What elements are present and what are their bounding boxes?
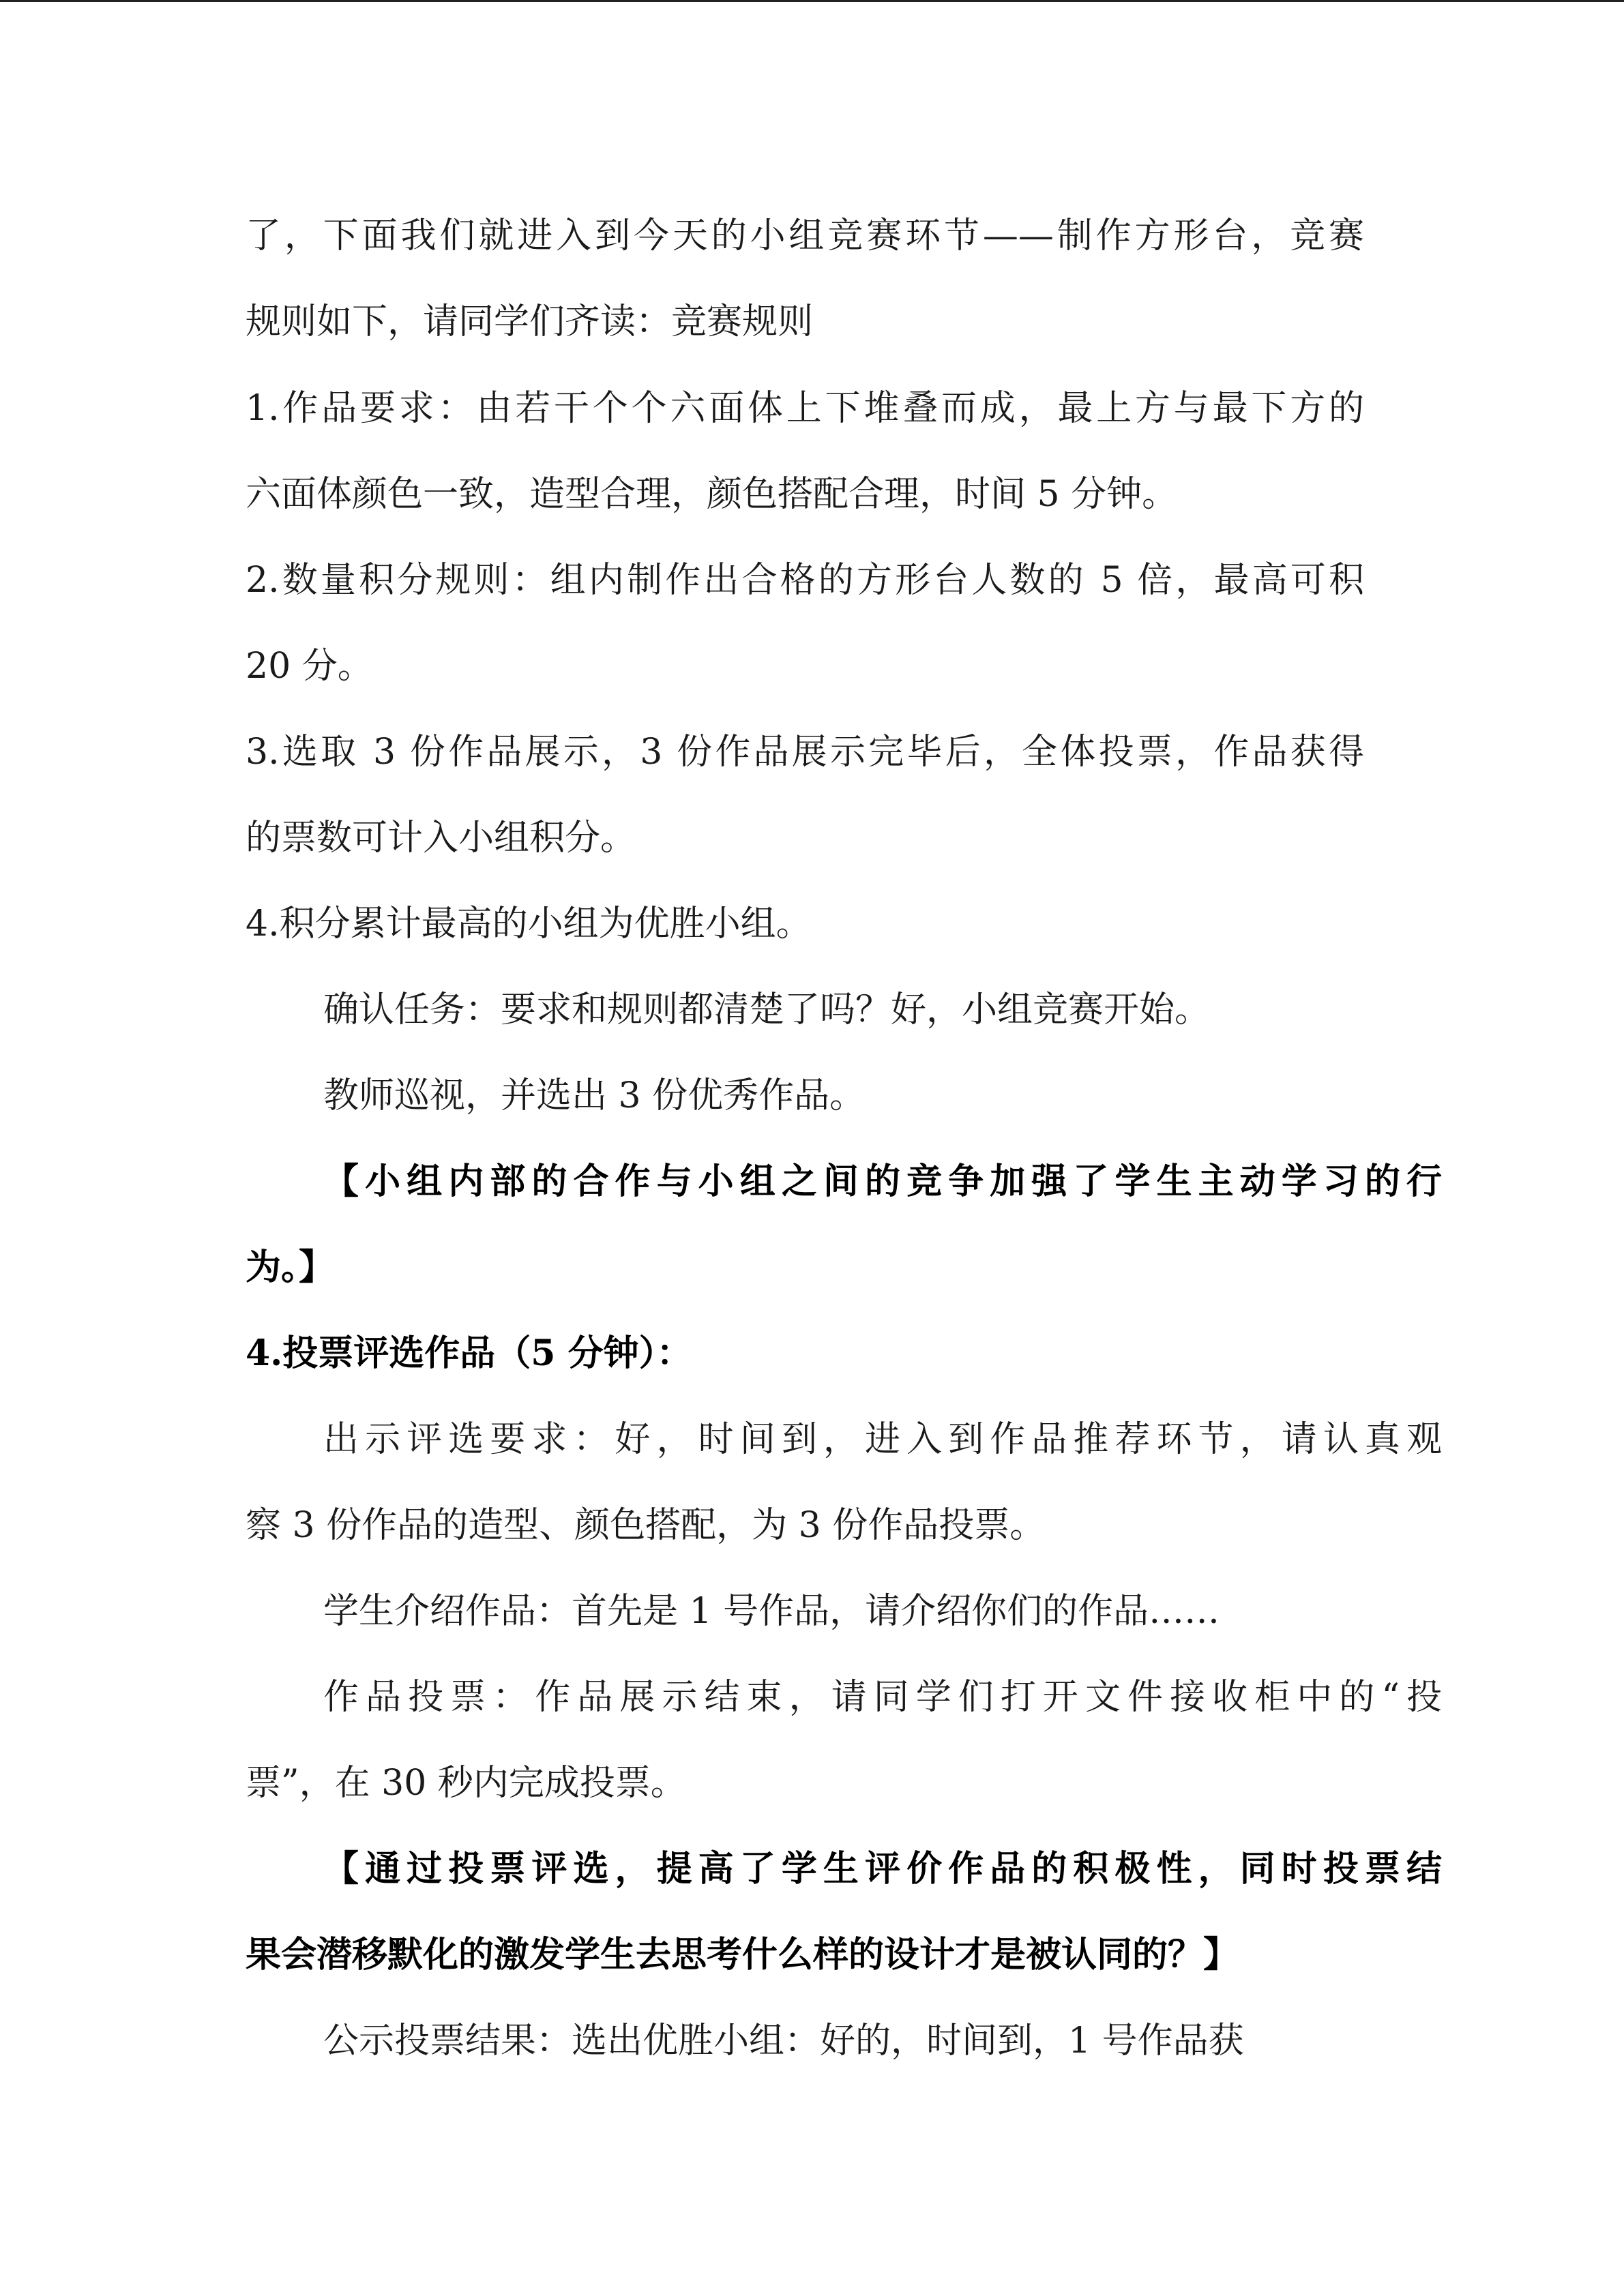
rule-1-line-2: 六面体颜色一致，造型合理，颜色搭配合理，时间 5 分钟。 — [246, 474, 1178, 515]
rule-1-line-1: 1.作品要求：由若干个个六面体上下堆叠而成，最上方与最下方的 — [246, 388, 1364, 429]
note-2-line-1: 【通过投票评选，提高了学生评价作品的积极性，同时投票结 — [323, 1848, 1442, 1890]
note-1-line-2: 为。】 — [246, 1247, 335, 1288]
note-2-line-2: 果会潜移默化的激发学生去思考什么样的设计才是被认同的？】 — [246, 1934, 1239, 1976]
vote-line-2: 票”，在 30 秒内完成投票。 — [246, 1763, 686, 1804]
document-page — [246, 0, 1442, 2296]
confirm-task-line: 确认任务：要求和规则都清楚了吗？好，小组竞赛开始。 — [323, 989, 1211, 1030]
rule-2-line-2: 20 分。 — [246, 646, 373, 687]
requirement-line-1: 出示评选要求：好，时间到，进入到作品推荐环节，请认真观 — [323, 1419, 1442, 1460]
section-heading-vote: 4.投票评选作品（5 分钟）： — [246, 1332, 692, 1374]
vote-line-1: 作品投票：作品展示结束，请同学们打开文件接收柜中的“投 — [323, 1677, 1442, 1718]
text-line-2: 规则如下，请同学们齐读：竞赛规则 — [246, 301, 814, 342]
text-line-1: 了，下面我们就进入到今天的小组竞赛环节——制作方形台，竞赛 — [246, 215, 1364, 256]
rule-2-line-1: 2.数量积分规则：组内制作出合格的方形台人数的 5 倍，最高可积 — [246, 560, 1364, 601]
rule-3-line-1: 3.选取 3 份作品展示，3 份作品展示完毕后，全体投票，作品获得 — [246, 732, 1364, 773]
note-1-line-1: 【小组内部的合作与小组之间的竞争加强了学生主动学习的行 — [323, 1161, 1442, 1202]
rule-3-line-2: 的票数可计入小组积分。 — [246, 818, 636, 859]
rule-4-line: 4.积分累计最高的小组为优胜小组。 — [246, 904, 812, 944]
introduce-work-line: 学生介绍作品：首先是 1 号作品，请介绍你们的作品…… — [323, 1591, 1220, 1632]
requirement-line-2: 察 3 份作品的造型、颜色搭配，为 3 份作品投票。 — [246, 1505, 1046, 1546]
teacher-patrol-line: 教师巡视，并选出 3 份优秀作品。 — [323, 1075, 866, 1116]
result-line: 公示投票结果：选出优胜小组：好的，时间到，1 号作品获 — [323, 2021, 1244, 2061]
